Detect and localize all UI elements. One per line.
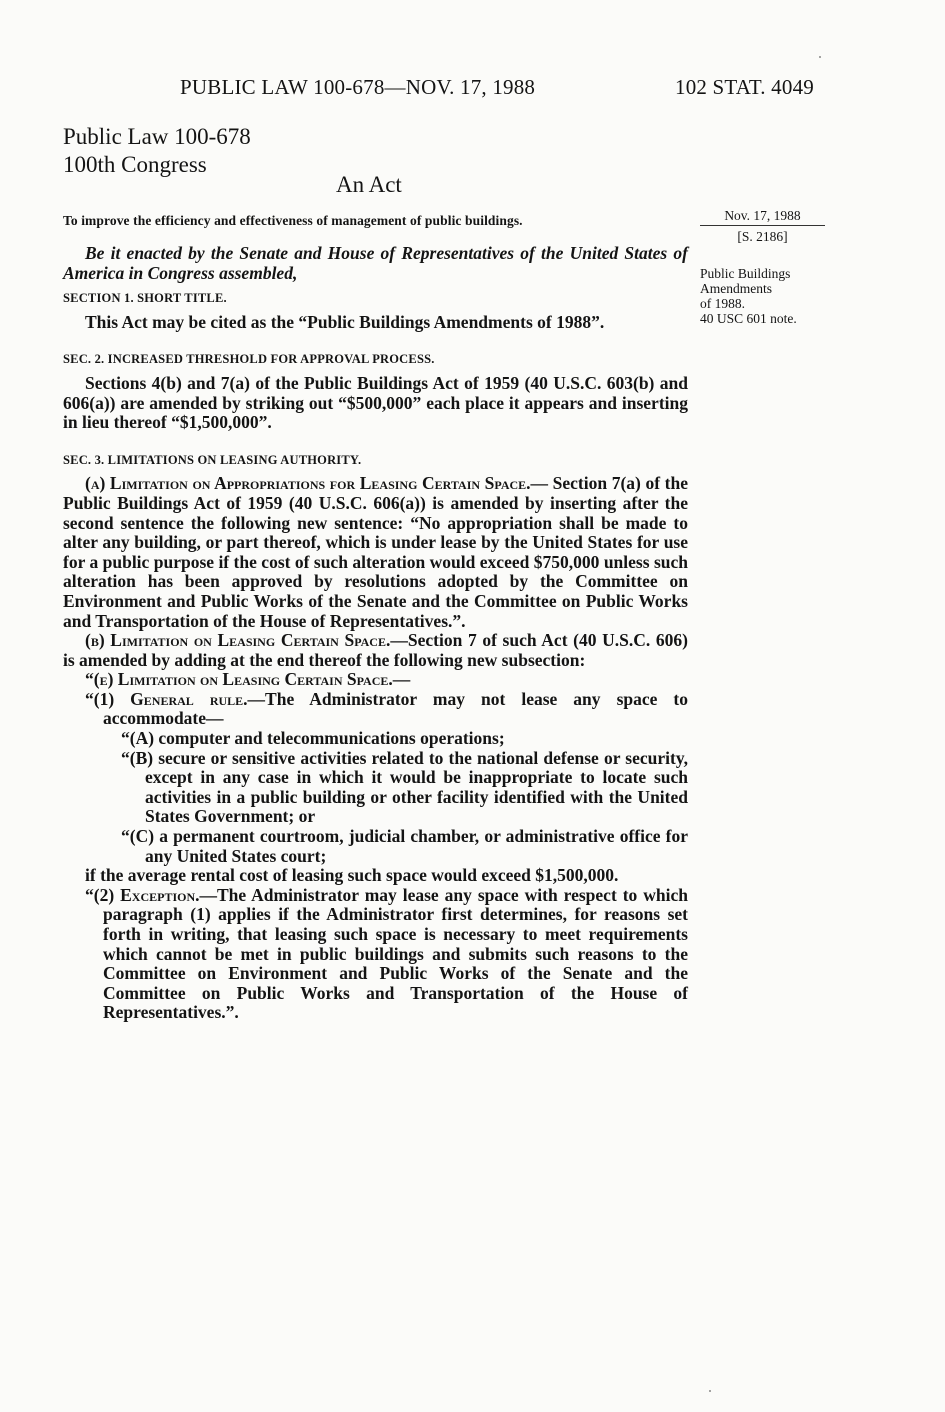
- sidenote-rule: [700, 225, 825, 226]
- running-header-page: 102 STAT. 4049: [675, 75, 814, 99]
- clause-c: “(C) a permanent courtroom, judicial chamber, or administrative office for any United States court;: [121, 826, 688, 866]
- enacting-clause: Be it enacted by the Senate and House of Representatives of the United States of America in Congress assembled,: [63, 243, 688, 283]
- subsection-e-heading: “(e) Limitation on Leasing Certain Space.—: [85, 669, 411, 690]
- section-3-heading: SEC. 3. LIMITATIONS ON LEASING AUTHORITY.: [63, 452, 362, 467]
- paragraph-2: [63, 886, 688, 1023]
- sidenote-line: Public Buildings: [700, 266, 791, 281]
- sidenote-bill: [S. 2186]: [737, 229, 788, 244]
- paragraph-1: [63, 690, 688, 729]
- public-law-number: Public Law 100-678: [63, 124, 251, 149]
- section-3a-label: (a) Limitation on Appropriations for Leasing Certain Space.—: [85, 473, 549, 494]
- sidenote-line: of 1988.: [700, 296, 745, 311]
- paragraph-1-text: —The Administrator may not lease any space to accommodate—: [103, 688, 688, 729]
- sidenote-date: Nov. 17, 1988: [724, 208, 801, 223]
- law-body: [63, 244, 688, 1023]
- section-1-heading: SECTION 1. SHORT TITLE.: [63, 291, 227, 306]
- purpose-statement: To improve the efficiency and effectiveness of management of public buildings.: [63, 213, 523, 228]
- section-2-heading: SEC. 2. INCREASED THRESHOLD FOR APPROVAL PROCESS.: [63, 352, 435, 367]
- act-title: An Act: [336, 172, 402, 197]
- congress-number: 100th Congress: [63, 152, 207, 177]
- scan-speck: [709, 1390, 711, 1392]
- sidenote-short-title: [700, 266, 840, 326]
- paragraph-2-label: “(2) Exception.: [85, 884, 200, 905]
- sidenote-date-block: [700, 208, 825, 244]
- running-header-title: PUBLIC LAW 100-678—NOV. 17, 1988: [180, 75, 536, 99]
- paragraph-1-tail: if the average rental cost of leasing such space would exceed $1,500,000.: [85, 865, 619, 886]
- clause-b: “(B) secure or sensitive activities related to the national defense or security, except in any case in which it would be inappropriate to locate such activities in a public building or other facility identified with the United States Government; or: [121, 747, 688, 827]
- clause-a: “(A) computer and telecommunications operations;: [121, 728, 505, 749]
- sidenote-line: Amendments: [700, 281, 772, 296]
- paragraph-1-label: “(1) General rule.: [85, 688, 248, 709]
- sidenote-line: 40 USC 601 note.: [700, 311, 797, 326]
- section-3b: [63, 631, 688, 670]
- section-3a-text: Section 7(a) of the Public Buildings Act of 1959 (40 U.S.C. 606(a)) is amended by inserting after the second sentence the following new sentence: “No appropriation shall be made to alter any building, or part thereof, which is under lease by the United States for use for a public purpose if the cost of such alteration would exceed $750,000 unless such alteration has been approved by resolutions adopted by the Committee on Environment and Public Works of the Senate and the Committee on Public Works and Transportation of the House of Representatives.”.: [63, 473, 688, 631]
- section-3a: [63, 474, 688, 631]
- section-2-text: Sections 4(b) and 7(a) of the Public Buildings Act of 1959 (40 U.S.C. 603(b) and 606(a)) are amended by striking out “$500,000” each place it appears and inserting in lieu thereof “$1,500,000”.: [63, 372, 688, 433]
- section-1-text: This Act may be cited as the “Public Buildings Amendments of 1988”.: [85, 311, 605, 332]
- section-3b-label: (b) Limitation on Leasing Certain Space.: [85, 630, 391, 651]
- scan-speck: [819, 56, 821, 58]
- section-3b-text: —Section 7 of such Act (40 U.S.C. 606) is amended by adding at the end thereof the following new subsection:: [63, 630, 688, 670]
- paragraph-2-text: —The Administrator may lease any space with respect to which paragraph (1) applies if the Administrator first determines, for reasons set forth in writing, that leasing such space is necessary to meet requirements which cannot be met in public buildings and submits such reasons to the Committee on Environment and Public Works of the Senate and the Committee on Public Works and Transportation of the House of Representatives.”.: [103, 884, 688, 1023]
- law-designation: [63, 123, 251, 179]
